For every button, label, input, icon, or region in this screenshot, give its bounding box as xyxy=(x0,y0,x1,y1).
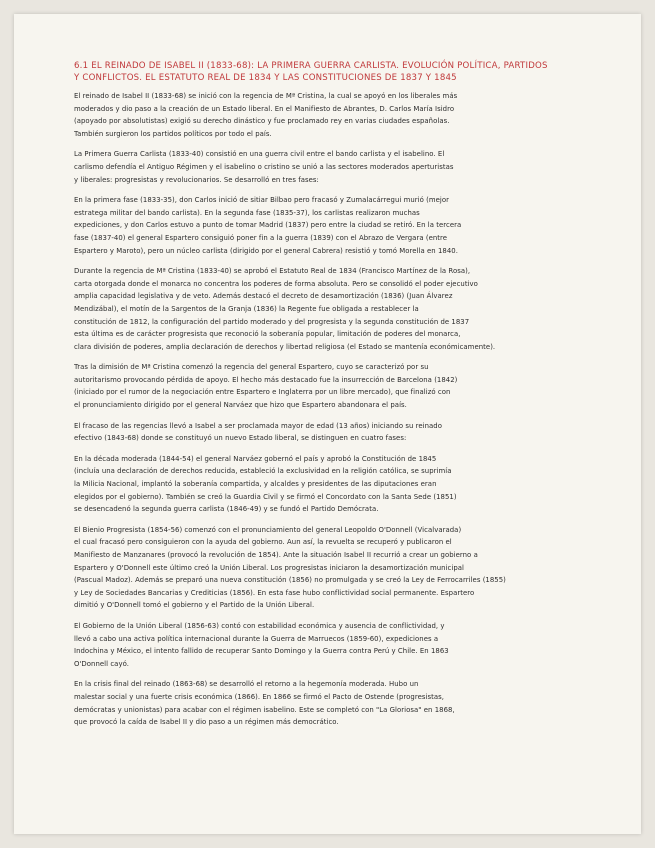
text-line: expediciones, y don Carlos estuvo a punto de tomar Madrid (1837) pero entre la ciudad se retiró. En la tercera xyxy=(74,221,462,230)
text-line: carlismo defendía el Antiguo Régimen y el isabelino o cristino se unió a las sectores moderados aperturistas xyxy=(74,162,454,171)
text-line: El Bienio Progresista (1854-56) comenzó con el pronunciamiento del general Leopoldo O'Donnell (Vicalvarada) xyxy=(74,525,462,534)
handwritten-notes xyxy=(74,60,609,737)
notebook-page xyxy=(14,14,641,834)
text-line: O'Donnell cayó. xyxy=(74,659,129,668)
text-line: Espartero y O'Donnell este último creó la Unión Liberal. Los progresistas iniciaron la desamortización municipal xyxy=(74,563,465,572)
text-line: (apoyado por absolutistas) exigió su derecho dinástico y fue proclamado rey en varias ciudades españolas. xyxy=(74,117,450,126)
text-line: esta última es de carácter progresista que reconoció la soberanía popular, limitación de poderes del monarca, xyxy=(74,330,461,339)
text-line: el cual fracasó pero consiguieron con la ayuda del gobierno. Aun así, la revuelta se recuperó y publicaron el xyxy=(74,538,452,547)
text-line: El fracaso de las regencias llevó a Isabel a ser proclamada mayor de edad (13 años) iniciando su reinado xyxy=(74,421,442,430)
paragraph-fases-guerra xyxy=(74,194,609,257)
text-line: clara división de poderes, amplia declaración de derechos y libertad religiosa (el Estado se mantenía económicamente). xyxy=(74,342,496,351)
text-line: y Ley de Sociedades Bancarias y Crediticias (1856). En esta fase hubo conflictividad social permanente. Espartero xyxy=(74,588,475,597)
text-line: se desencadenó la segunda guerra carlista (1846-49) y se fundó el Partido Demócrata. xyxy=(74,505,379,514)
paragraph-regencia-intro xyxy=(74,90,609,140)
text-line: La Primera Guerra Carlista (1833-40) consistió en una guerra civil entre el bando carlista y el isabelino. El xyxy=(74,150,445,159)
text-line: (iniciado por el rumor de la negociación entre Espartero e Inglaterra por un libre mercado), que finalizó con xyxy=(74,388,451,397)
text-line: malestar social y una fuerte crisis económica (1866). En 1866 se firmó el Pacto de Ostende (progresistas, xyxy=(74,692,445,701)
text-line: amplia capacidad legislativa y de veto. Además destacó el decreto de desamortización (1836) (Juan Álvarez xyxy=(74,292,453,301)
text-line: elegidos por el gobierno). También se creó la Guardia Civil y se firmó el Concordato con la Santa Sede (1851) xyxy=(74,492,457,501)
text-line: En la década moderada (1844-54) el general Narváez gobernó el país y aprobó la Constitución de 1845 xyxy=(74,454,437,463)
text-line: y liberales: progresistas y revolucionarios. Se desarrolló en tres fases: xyxy=(74,175,319,184)
text-line: El reinado de Isabel II (1833-68) se inició con la regencia de Mª Cristina, la cual se apoyó en los liberales más xyxy=(74,92,458,100)
paragraph-bienio-progresista xyxy=(74,524,609,612)
title-line: 6.1 EL REINADO DE ISABEL II (1833-68): LA PRIMERA GUERRA CARLISTA. EVOLUCIÓN POLÍTICA, PARTIDOS xyxy=(74,61,548,71)
text-line: dimitió y O'Donnell tomó el gobierno y el Partido de la Unión Liberal. xyxy=(74,601,315,610)
paragraph-estatuto-real xyxy=(74,265,609,353)
page-title xyxy=(74,60,609,84)
text-line: constitución de 1812, la configuración del partido moderado y del progresista y la segunda constitución de 1837 xyxy=(74,317,470,326)
text-line: llevó a cabo una activa política internacional durante la Guerra de Marruecos (1859-60), expediciones a xyxy=(74,634,439,643)
text-line: efectivo (1843-68) donde se constituyó un nuevo Estado liberal, se distinguen en cuatro fases: xyxy=(74,434,407,443)
paragraph-crisis-final xyxy=(74,678,609,728)
text-line: fase (1837-40) el general Espartero consiguió poner fin a la guerra (1839) con el Abrazo de Vergara (entre xyxy=(74,233,448,242)
text-line: El Gobierno de la Unión Liberal (1856-63) contó con estabilidad económica y ausencia de conflictividad, y xyxy=(74,621,445,630)
text-line: En la crisis final del reinado (1863-68) se desarrolló el retorno a la hegemonía moderada. Hubo un xyxy=(74,680,419,689)
paragraph-primera-guerra xyxy=(74,148,609,186)
paragraph-decada-moderada xyxy=(74,453,609,516)
text-line: También surgieron los partidos políticos por todo el país. xyxy=(74,129,272,138)
text-line: el pronunciamiento dirigido por el general Narváez que hizo que Espartero abandonara el país. xyxy=(74,401,407,410)
text-line: carta otorgada donde el monarca no concentra los poderes de forma absoluta. Pero se consolidó el poder ejecutivo xyxy=(74,279,478,288)
text-line: Espartero y Maroto), pero un núcleo carlista (dirigido por el general Cabrera) resistió y tomó Morella en 1840. xyxy=(74,246,458,255)
text-line: estratega militar del bando carlista). En la segunda fase (1835-37), los carlistas realizaron muchas xyxy=(74,208,420,217)
text-line: autoritarismo provocando pérdida de apoyo. El hecho más destacado fue la insurrección de Barcelona (1842) xyxy=(74,375,458,384)
text-line: Manifiesto de Manzanares (provocó la revolución de 1854). Ante la situación Isabel II recurrió a crear un gobierno a xyxy=(74,551,478,559)
paragraph-union-liberal xyxy=(74,620,609,670)
paragraph-mayoria-edad xyxy=(74,420,609,445)
text-line: Indochina y México, el intento fallido de recuperar Santo Domingo y la Guerra contra Perú y Chile. En 1863 xyxy=(74,647,449,656)
title-line: Y CONFLICTOS. EL ESTATUTO REAL DE 1834 Y LAS CONSTITUCIONES DE 1837 Y 1845 xyxy=(74,73,457,83)
text-line: (Pascual Madoz). Además se preparó una nueva constitución (1856) no promulgada y se creó la Ley de Ferrocarriles (1855) xyxy=(74,576,506,585)
text-line: la Milicia Nacional, implantó la soberanía compartida, y alcaldes y presidentes de las diputaciones eran xyxy=(74,480,437,489)
text-line: Mendizábal), el motín de la Sargentos de la Granja (1836) la Regente fue obligada a restablecer la xyxy=(74,304,419,313)
text-line: moderados y dio paso a la creación de un Estado liberal. En el Manifiesto de Abrantes, D. Carlos María Isidro xyxy=(74,104,455,113)
text-line: que provocó la caída de Isabel II y dio paso a un régimen más democrático. xyxy=(74,718,339,727)
text-line: En la primera fase (1833-35), don Carlos inició de sitiar Bilbao pero fracasó y Zumalacárregui murió (mejor xyxy=(74,196,450,205)
text-line: (incluía una declaración de derechos reducida, estableció la exclusividad en la religión católica, se suprimía xyxy=(74,467,452,476)
text-line: Tras la dimisión de Mª Cristina comenzó la regencia del general Espartero, cuyo se caracterizó por su xyxy=(74,363,429,372)
text-line: demócratas y unionistas) para acabar con el régimen isabelino. Este se completó con "La Gloriosa" en 1868, xyxy=(74,705,455,714)
text-line: Durante la regencia de Mª Cristina (1833-40) se aprobó el Estatuto Real de 1834 (Francisco Martínez de la Rosa), xyxy=(74,267,471,276)
paragraph-regencia-espartero xyxy=(74,361,609,411)
